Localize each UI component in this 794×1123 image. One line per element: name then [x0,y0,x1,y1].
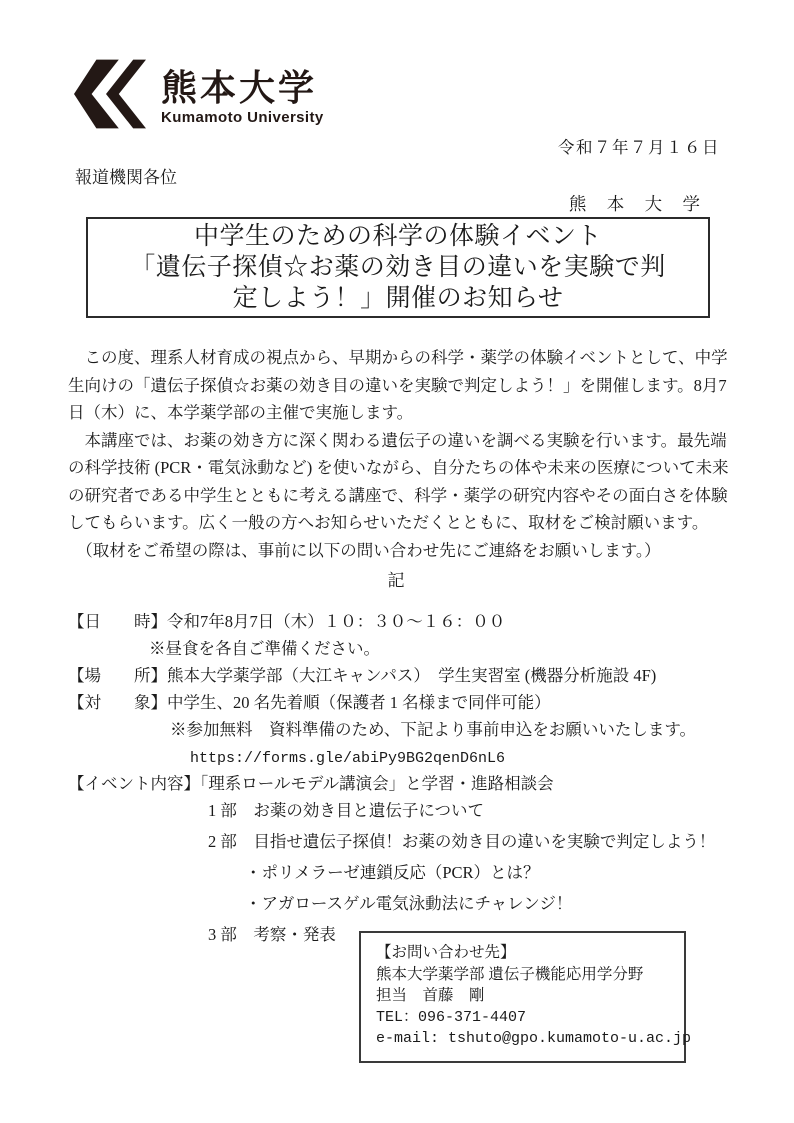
title-box [86,217,710,318]
logo-text [161,56,324,126]
contact-person: 担当 首藤 剛 [376,987,485,1004]
ki-heading: 記 [387,571,407,590]
target-label: 【対 象】 [68,693,167,712]
program-part-2: 2 部 目指せ遺伝子探偵！お薬の効き目の違いを実験で判定しよう！ [208,832,716,851]
sender-name: 熊 本 大 学 [568,194,708,214]
target-value: 中学生、20 名先着順（保護者 1 名様まで同伴可能） [167,693,551,712]
datetime-note: ※昼食を各自ご準備ください。 [149,639,380,658]
contact-tel: TEL：096-371-4407 [376,1008,527,1026]
target-note: ※参加無料 資料準備のため、下記より事前申込をお願いいたします。 [170,720,697,739]
detail-row-place [68,662,768,689]
chevron-thin-shape [106,60,146,129]
application-url-row [68,743,768,770]
university-logo [74,56,324,132]
detail-row-datetime [68,608,768,635]
datetime-value: 令和7年8月7日（木）１０：３０～１６：００ [167,612,506,631]
program-part-3: 3 部 考察・発表 [208,925,336,944]
datetime-label: 【日 時】 [68,612,167,631]
program-part-2-item-2: ・アガロースゲル電気泳動法にチャレンジ！ [245,894,573,913]
body-line: 日（木）に、本学薬学部の主催で実施します。 [68,403,414,422]
content-label: 【イベント内容】 [68,774,200,793]
detail-row-content [68,770,768,797]
program-part-2-item-1: ・ポリメラーゼ連鎖反応（PCR）とは？ [245,863,540,882]
body-line: の研究者である中学生とともに考える講座で、科学・薬学の研究内容やその面白さを体験 [68,485,728,505]
event-details-list [68,608,768,948]
contact-department: 熊本大学薬学部 遺伝子機能応用学分野 [376,965,644,983]
body-line: 生向けの「遺伝子探偵☆お薬の効き目の違いを実験で判定しよう！」を開催します。8月7 [68,375,727,395]
logo-university-name-en: Kumamoto University [161,109,324,126]
body-line: 本講座では、お薬の効き方に深く関わる遺伝子の違いを調べる実験を行います。最先端 [68,430,727,450]
place-label: 【場 所】 [68,666,167,685]
detail-row-target [68,689,768,716]
addressee: 報道機関各位 [75,168,177,187]
contact-box [359,931,692,1063]
body-line: の科学技術 (PCR・電気泳動など) を使いながら、自分たちの体や未来の医療について未来 [68,458,729,477]
content-value: 「理系ロールモデル講演会」と学習・進路相談会 [200,774,554,793]
title-line-2: 「遺伝子探偵☆お薬の効き目の違いを実験で判 [130,254,666,281]
logo-university-name-ja: 熊本大学 [161,67,318,108]
contact-title: 【お問い合わせ先】 [376,944,516,961]
double-chevron-icon [74,56,146,132]
document-date: 令和７年７月１６日 [558,138,720,157]
program-part-1: 1 部 お薬の効き目と遺伝子について [208,801,485,820]
title-line-3: 定しよう！」開催のお知らせ [232,285,564,312]
body-text [68,344,744,564]
application-form-link[interactable]: https://forms.gle/abiPy9BG2qenD6nL6 [190,750,506,767]
place-value: 熊本大学薬学部（大江キャンパス） 学生実習室 (機器分析施設 4F) [167,666,657,685]
body-line: してもらいます。広く一般の方へお知らせいただくとともに、取材をご検討願います。 [68,513,709,532]
body-line: （取材をご希望の際は、事前に以下の問い合わせ先にご連絡をお願いします。） [68,540,661,560]
title-line-1: 中学生のための科学の体験イベント [193,223,602,250]
contact-email: e-mail: tshuto@gpo.kumamoto-u.ac.jp [376,1030,692,1047]
body-line: この度、理系人材育成の視点から、早期からの科学・薬学の体験イベントとして、中学 [68,348,728,367]
